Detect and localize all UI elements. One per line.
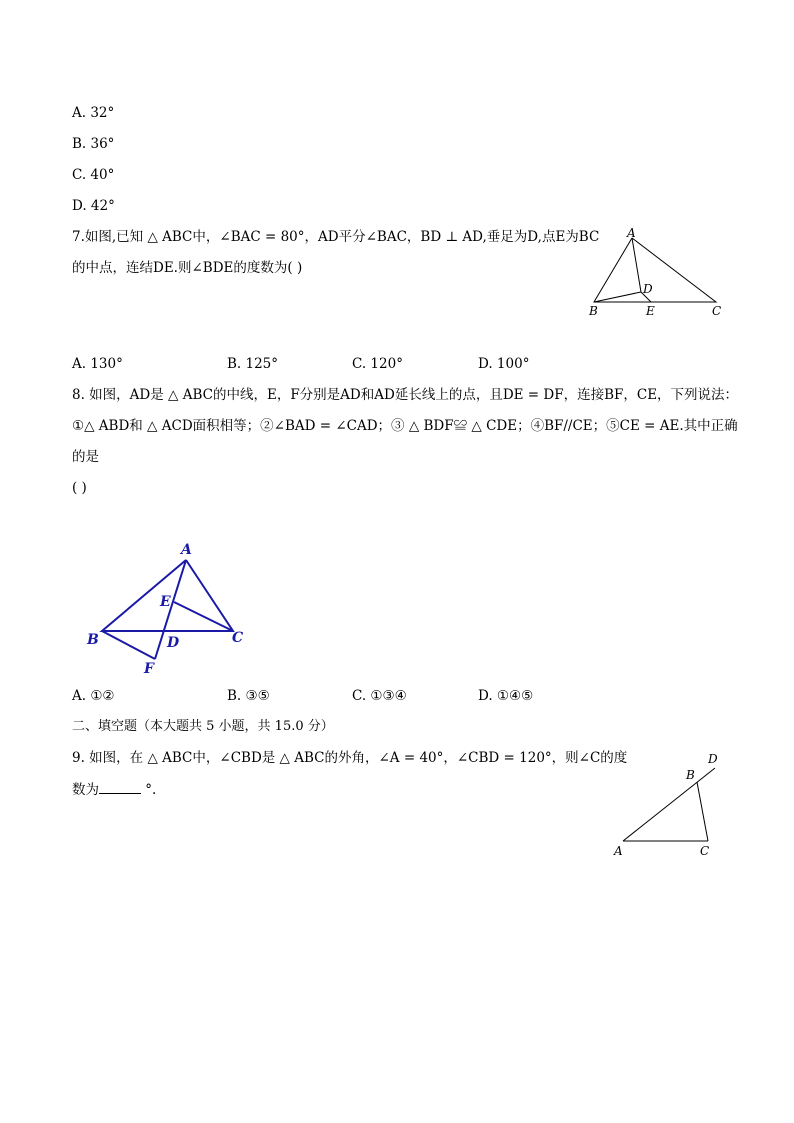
q9-label-a: A xyxy=(614,844,623,858)
q8-option-b: B. ③⑤ xyxy=(227,688,270,704)
q7-seg-ad xyxy=(632,238,641,292)
q7-label-b: B xyxy=(589,304,598,318)
q8-option-c: C. ①③④ xyxy=(352,688,407,704)
q7-option-a: A. 130° xyxy=(72,356,123,372)
q8-label-b: B xyxy=(87,632,99,648)
q9-label-c: C xyxy=(700,844,710,858)
q7-option-d: D. 100° xyxy=(478,356,530,372)
q9-seg-bc xyxy=(697,782,708,841)
q9-answer-blank[interactable] xyxy=(99,780,141,794)
q7-label-e: E xyxy=(646,304,655,318)
q8-label-d: D xyxy=(167,635,180,651)
q6-option-c: C. 40° xyxy=(72,167,115,183)
q8-stem-line2: ①△ ABD和 △ ACD面积相等；②∠BAD = ∠CAD；③ △ BDF≌ △ CDE；④BF//CE；⑤CE = AE.其中正确 xyxy=(72,418,738,434)
q7-triangle xyxy=(594,238,716,302)
q9-figure xyxy=(605,748,735,863)
q6-option-a: A. 32° xyxy=(72,105,115,121)
q7-label-c: C xyxy=(712,304,722,318)
q9-stem-line2 xyxy=(72,780,156,799)
q9-stem-prefix: 数为 xyxy=(72,782,99,798)
q8-option-d: D. ①④⑤ xyxy=(478,688,534,704)
q7-stem-line2: 的中点，连结DE.则∠BDE的度数为( ) xyxy=(72,260,303,276)
q8-label-a: A xyxy=(181,542,192,558)
q9-stem-suffix: °. xyxy=(145,782,157,798)
q8-option-a: A. ①② xyxy=(72,688,115,704)
q8-seg-bf xyxy=(102,631,155,659)
q9-stem-line1: 9. 如图，在 △ ABC中，∠CBD是 △ ABC的外角，∠A = 40°，∠CBD = 120°，则∠C的度 xyxy=(72,750,628,766)
q8-stem-line1: 8. 如图，AD是 △ ABC的中线，E，F分别是AD和AD延长线上的点，且DE = DF，连接BF，CE，下列说法： xyxy=(72,387,739,403)
q8-stem-line3: 的是 xyxy=(72,449,99,465)
q7-option-c: C. 120° xyxy=(352,356,403,372)
q8-stem-line4: ( ) xyxy=(72,480,87,496)
q9-label-d: D xyxy=(708,752,718,766)
q8-label-c: C xyxy=(232,630,244,646)
q7-seg-bd xyxy=(594,292,641,302)
section-heading: 二、填空题（本大题共 5 小题，共 15.0 分） xyxy=(72,719,334,734)
q7-figure xyxy=(580,225,740,325)
q6-option-b: B. 36° xyxy=(72,136,115,152)
q8-label-e: E xyxy=(160,594,171,610)
q9-label-b: B xyxy=(686,768,695,782)
q7-stem-line1: 7.如图,已知 △ ABC中，∠BAC = 80°，AD平分∠BAC，BD ⊥ AD,垂足为D,点E为BC xyxy=(72,229,600,245)
q7-option-b: B. 125° xyxy=(227,356,279,372)
q8-label-f: F xyxy=(144,661,154,677)
q8-figure xyxy=(80,538,260,678)
q7-label-a: A xyxy=(627,226,636,240)
q6-option-d: D. 42° xyxy=(72,198,115,214)
q7-label-d: D xyxy=(643,282,653,296)
